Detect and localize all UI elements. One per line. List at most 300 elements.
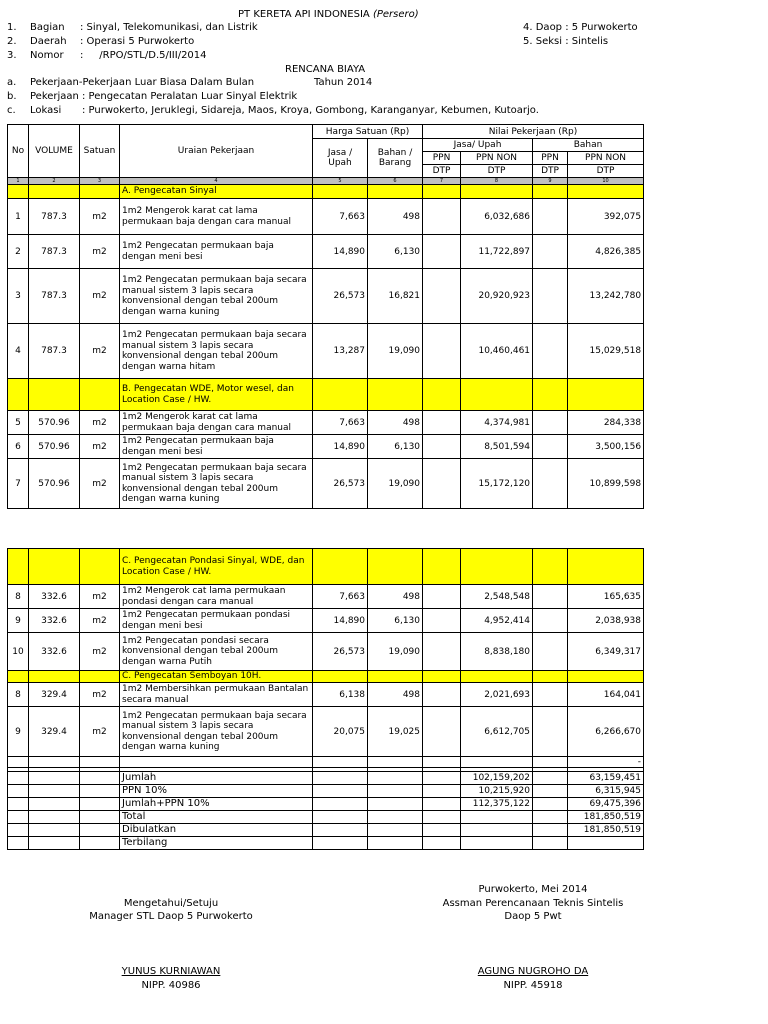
col-no-header: No xyxy=(8,125,29,178)
row-satuan: m2 xyxy=(80,707,120,757)
row-volume: 787.3 xyxy=(29,199,80,235)
col-dtp-header: DTP xyxy=(461,165,533,178)
row-jasa-ppn-non xyxy=(461,757,533,768)
cell-empty xyxy=(313,671,368,683)
row-no: 9 xyxy=(8,609,29,633)
row-satuan: m2 xyxy=(80,269,120,324)
table-row xyxy=(8,707,644,757)
row-uraian: 1m2 Pengecatan permukaan baja dengan meni besi xyxy=(120,435,313,459)
row-jasa-upah: 7,663 xyxy=(313,411,368,435)
cell-empty xyxy=(8,185,29,199)
row-jasa-upah: 7,663 xyxy=(313,585,368,609)
sign-right-name: AGUNG NUGROHO DA xyxy=(477,966,589,977)
cell-empty xyxy=(533,811,568,824)
item-letter: c. xyxy=(7,105,16,116)
row-jasa-upah: 26,573 xyxy=(313,633,368,671)
cell-empty xyxy=(533,824,568,837)
cell-empty xyxy=(313,837,368,850)
row-bahan-ppn xyxy=(533,757,568,768)
row-uraian xyxy=(120,757,313,768)
line-label: Seksi xyxy=(535,36,563,47)
cell-empty xyxy=(423,798,461,811)
sign-left-name: YUNUS KURNIAWAN xyxy=(121,966,221,977)
cell-empty xyxy=(568,549,644,585)
col-satuan-header: Satuan xyxy=(80,125,120,178)
cell-empty xyxy=(29,811,80,824)
row-bahan-ppn xyxy=(533,199,568,235)
row-volume: 332.6 xyxy=(29,585,80,609)
cell-empty xyxy=(368,772,423,785)
line-value: : Operasi 5 Purwokerto xyxy=(80,36,195,47)
company-suffix: (Persero) xyxy=(372,9,419,20)
cell-empty xyxy=(368,824,423,837)
header-right-2 xyxy=(523,36,608,47)
section-row xyxy=(8,671,644,683)
cell-empty xyxy=(423,811,461,824)
col-jasa-upah2-header: Jasa/ Upah xyxy=(423,139,533,152)
cell-empty xyxy=(313,772,368,785)
row-satuan: m2 xyxy=(80,411,120,435)
row-jasa-upah: 26,573 xyxy=(313,269,368,324)
total-bahan-value: 63,159,451 xyxy=(568,772,644,785)
section-title: C. Pengecatan Pondasi Sinyal, WDE, dan Location Case / HW. xyxy=(120,549,313,585)
cell-empty xyxy=(533,549,568,585)
table-row xyxy=(8,324,644,379)
table-row xyxy=(8,199,644,235)
cell-empty xyxy=(80,785,120,798)
row-bahan-ppn-non: 4,826,385 xyxy=(568,235,644,269)
sign-right-nipp: NIPP. 45918 xyxy=(503,980,563,991)
cell-empty xyxy=(313,785,368,798)
row-no: 9 xyxy=(8,707,29,757)
row-bahan-ppn xyxy=(533,459,568,509)
row-satuan: m2 xyxy=(80,683,120,707)
row-uraian: 1m2 Mengerok karat cat lama permukaan baja dengan cara manual xyxy=(120,199,313,235)
col-dtp-header: DTP xyxy=(568,165,644,178)
cell-empty xyxy=(461,549,533,585)
row-bahan-barang: 6,130 xyxy=(368,435,423,459)
cell-empty xyxy=(29,824,80,837)
sign-right-line1: Assman Perencanaan Teknis Sintelis xyxy=(442,898,624,909)
row-jasa-ppn xyxy=(423,633,461,671)
cell-empty xyxy=(533,798,568,811)
row-jasa-ppn-non: 11,722,897 xyxy=(461,235,533,269)
total-jasa-value xyxy=(461,824,533,837)
row-jasa-ppn xyxy=(423,683,461,707)
col-jasa-upah-header: Jasa / Upah xyxy=(313,139,368,178)
cell-empty xyxy=(533,185,568,199)
col-volume-header: VOLUME xyxy=(29,125,80,178)
line-num: 5. xyxy=(523,36,533,47)
row-uraian: 1m2 Pengecatan permukaan baja secara manual sistem 3 lapis secara konvensional dengan tebal 200um dengan warna kuning xyxy=(120,459,313,509)
row-bahan-barang: 16,821 xyxy=(368,269,423,324)
company-name: PT KERETA API INDONESIA xyxy=(238,9,370,20)
row-satuan: m2 xyxy=(80,324,120,379)
table-row xyxy=(8,459,644,509)
cell-empty xyxy=(29,185,80,199)
row-satuan: m2 xyxy=(80,609,120,633)
row-bahan-ppn xyxy=(533,609,568,633)
cell-empty xyxy=(29,671,80,683)
total-jasa-value: 102,159,202 xyxy=(461,772,533,785)
row-no: 6 xyxy=(8,435,29,459)
row-bahan-ppn xyxy=(533,411,568,435)
cell-empty xyxy=(8,811,29,824)
row-jasa-ppn xyxy=(423,459,461,509)
col-ppn-header: PPN xyxy=(533,152,568,165)
row-jasa-upah xyxy=(313,757,368,768)
row-no: 8 xyxy=(8,585,29,609)
line-num: 2. xyxy=(7,36,17,47)
row-bahan-barang: 498 xyxy=(368,411,423,435)
row-jasa-ppn-non: 10,460,461 xyxy=(461,324,533,379)
cell-empty xyxy=(29,772,80,785)
row-jasa-ppn xyxy=(423,609,461,633)
column-number: 7 xyxy=(423,178,461,185)
row-jasa-upah: 14,890 xyxy=(313,609,368,633)
cell-empty xyxy=(313,379,368,411)
total-row xyxy=(8,785,644,798)
row-bahan-ppn xyxy=(533,324,568,379)
row-bahan-ppn-non: 392,075 xyxy=(568,199,644,235)
sign-right-line2: Daop 5 Pwt xyxy=(504,911,562,922)
cell-empty xyxy=(29,837,80,850)
cell-empty xyxy=(368,379,423,411)
row-uraian: 1m2 Pengecatan permukaan pondasi dengan meni besi xyxy=(120,609,313,633)
row-uraian: 1m2 Membersihkan permukaan Bantalan secara manual xyxy=(120,683,313,707)
column-number: 2 xyxy=(29,178,80,185)
row-volume: 570.96 xyxy=(29,459,80,509)
line-value: : 5 Purwokerto xyxy=(565,22,638,33)
row-jasa-ppn-non: 8,501,594 xyxy=(461,435,533,459)
total-row xyxy=(8,824,644,837)
cell-empty xyxy=(8,671,29,683)
cell-empty xyxy=(8,785,29,798)
table-row xyxy=(8,757,644,768)
item-label: Lokasi xyxy=(30,105,62,116)
row-no: 3 xyxy=(8,269,29,324)
row-volume: 329.4 xyxy=(29,707,80,757)
row-uraian: 1m2 Pengecatan permukaan baja secara manual sistem 3 lapis secara konvensional dengan tebal 200um dengan warna hitam xyxy=(120,324,313,379)
row-volume: 332.6 xyxy=(29,609,80,633)
row-bahan-barang: 498 xyxy=(368,199,423,235)
col-ppn-non-header: PPN NON xyxy=(461,152,533,165)
row-jasa-ppn-non: 4,374,981 xyxy=(461,411,533,435)
cell-empty xyxy=(80,772,120,785)
sign-left-line1: Mengetahui/Setuju xyxy=(123,898,219,909)
item-value: Tahun 2014 xyxy=(314,77,373,88)
col-harga-satuan-header: Harga Satuan (Rp) xyxy=(313,125,423,139)
cell-empty xyxy=(8,837,29,850)
total-bahan-value: 181,850,519 xyxy=(568,824,644,837)
table-row xyxy=(8,235,644,269)
row-jasa-upah: 13,287 xyxy=(313,324,368,379)
row-satuan: m2 xyxy=(80,235,120,269)
row-bahan-barang: 6,130 xyxy=(368,235,423,269)
total-jasa-value xyxy=(461,837,533,850)
row-jasa-ppn-non: 2,548,548 xyxy=(461,585,533,609)
line-label: Daop xyxy=(535,22,563,33)
row-uraian: 1m2 Pengecatan pondasi secara konvensional dengan tebal 200um dengan warna Putih xyxy=(120,633,313,671)
total-row xyxy=(8,798,644,811)
row-volume xyxy=(29,757,80,768)
cell-empty xyxy=(423,379,461,411)
cell-empty xyxy=(368,811,423,824)
cell-empty xyxy=(568,379,644,411)
row-bahan-barang: 19,090 xyxy=(368,324,423,379)
column-number: 10 xyxy=(568,178,644,185)
cell-empty xyxy=(8,772,29,785)
row-bahan-ppn xyxy=(533,435,568,459)
row-volume: 787.3 xyxy=(29,269,80,324)
row-no: 1 xyxy=(8,199,29,235)
table-row xyxy=(8,633,644,671)
cell-empty xyxy=(423,549,461,585)
row-jasa-upah: 20,075 xyxy=(313,707,368,757)
col-nilai-header: Nilai Pekerjaan (Rp) xyxy=(423,125,644,139)
total-jasa-value xyxy=(461,811,533,824)
total-jasa-value: 112,375,122 xyxy=(461,798,533,811)
column-number: 3 xyxy=(80,178,120,185)
cell-empty xyxy=(423,772,461,785)
line-value: : Sintelis xyxy=(565,36,609,47)
row-jasa-ppn xyxy=(423,199,461,235)
cell-empty xyxy=(461,379,533,411)
item-label: Pekerjaan xyxy=(30,91,79,102)
cell-empty xyxy=(368,549,423,585)
cell-empty xyxy=(423,837,461,850)
table-row xyxy=(8,609,644,633)
section-title: B. Pengecatan WDE, Motor wesel, dan Location Case / HW. xyxy=(120,379,313,411)
column-number: 9 xyxy=(533,178,568,185)
row-satuan: m2 xyxy=(80,199,120,235)
total-row xyxy=(8,837,644,850)
line-value: : Sinyal, Telekomunikasi, dan Listrik xyxy=(80,22,258,33)
cell-empty xyxy=(568,185,644,199)
cell-empty xyxy=(461,671,533,683)
cell-empty xyxy=(423,185,461,199)
row-no: 4 xyxy=(8,324,29,379)
col-uraian-header: Uraian Pekerjaan xyxy=(120,125,313,178)
cell-empty xyxy=(368,785,423,798)
cell-empty xyxy=(29,549,80,585)
total-label: Jumlah xyxy=(120,772,313,785)
line-label: Daerah xyxy=(30,36,67,47)
cell-empty xyxy=(80,549,120,585)
row-bahan-ppn-non: 10,899,598 xyxy=(568,459,644,509)
section-row xyxy=(8,549,644,585)
row-jasa-upah: 14,890 xyxy=(313,235,368,269)
row-jasa-ppn xyxy=(423,235,461,269)
doc-title: RENCANA BIAYA xyxy=(285,64,366,75)
row-jasa-ppn-non: 6,612,705 xyxy=(461,707,533,757)
total-row xyxy=(8,772,644,785)
line-num: 4. xyxy=(523,22,533,33)
line-num: 3. xyxy=(7,50,17,61)
header-line-1 xyxy=(7,22,258,33)
row-bahan-barang: 498 xyxy=(368,585,423,609)
col-bahan-header: Bahan xyxy=(533,139,644,152)
row-uraian: 1m2 Pengecatan permukaan baja secara manual sistem 3 lapis secara konvensional dengan tebal 200um dengan warna kuning xyxy=(120,269,313,324)
row-volume: 570.96 xyxy=(29,411,80,435)
cell-empty xyxy=(313,798,368,811)
row-jasa-ppn xyxy=(423,435,461,459)
row-volume: 329.4 xyxy=(29,683,80,707)
row-satuan xyxy=(80,757,120,768)
table-row xyxy=(8,411,644,435)
header-line-2 xyxy=(7,36,195,47)
column-number: 5 xyxy=(313,178,368,185)
col-dtp-header: DTP xyxy=(423,165,461,178)
item-value: : Purwokerto, Jeruklegi, Sidareja, Maos, Kroya, Gombong, Karanganyar, Kebumen, Kutoarjo. xyxy=(82,105,539,116)
col-ppn-header: PPN xyxy=(423,152,461,165)
item-b xyxy=(7,91,298,102)
row-bahan-ppn xyxy=(533,633,568,671)
table-row xyxy=(8,435,644,459)
cell-empty xyxy=(368,798,423,811)
line-num: 1. xyxy=(7,22,17,33)
cell-empty xyxy=(368,837,423,850)
row-satuan: m2 xyxy=(80,459,120,509)
company-title xyxy=(238,9,419,20)
table-row xyxy=(8,269,644,324)
cell-empty xyxy=(80,811,120,824)
cell-empty xyxy=(568,671,644,683)
cell-empty xyxy=(533,837,568,850)
row-bahan-ppn-non: 165,635 xyxy=(568,585,644,609)
row-bahan-ppn-non: 2,038,938 xyxy=(568,609,644,633)
row-bahan-barang: 6,130 xyxy=(368,609,423,633)
row-no: 8 xyxy=(8,683,29,707)
row-jasa-ppn xyxy=(423,324,461,379)
item-label: Pekerjaan-Pekerjaan Luar Biasa Dalam Bulan xyxy=(30,77,255,88)
total-jasa-value: 10,215,920 xyxy=(461,785,533,798)
total-label: Terbilang xyxy=(120,837,313,850)
row-jasa-upah: 7,663 xyxy=(313,199,368,235)
cell-empty xyxy=(533,785,568,798)
header-right-1 xyxy=(523,22,638,33)
cell-empty xyxy=(423,824,461,837)
row-bahan-ppn-non: 164,041 xyxy=(568,683,644,707)
table-row xyxy=(8,585,644,609)
row-jasa-ppn xyxy=(423,269,461,324)
cell-empty xyxy=(29,798,80,811)
item-letter: b. xyxy=(7,91,17,102)
row-bahan-ppn xyxy=(533,683,568,707)
row-uraian: 1m2 Mengerok cat lama permukaan pondasi dengan cara manual xyxy=(120,585,313,609)
line-label: Bagian xyxy=(30,22,65,33)
row-no: 5 xyxy=(8,411,29,435)
row-bahan-ppn xyxy=(533,585,568,609)
table-row xyxy=(8,683,644,707)
cell-empty xyxy=(533,671,568,683)
total-bahan-value: 181,850,519 xyxy=(568,811,644,824)
cell-empty xyxy=(80,837,120,850)
row-uraian: 1m2 Mengerok karat cat lama permukaan baja dengan cara manual xyxy=(120,411,313,435)
column-number: 1 xyxy=(8,178,29,185)
row-jasa-ppn-non: 6,032,686 xyxy=(461,199,533,235)
total-bahan-value: 6,315,945 xyxy=(568,785,644,798)
section-title: A. Pengecatan Sinyal xyxy=(120,185,313,199)
column-number: 8 xyxy=(461,178,533,185)
row-bahan-ppn-non: - xyxy=(568,757,644,768)
row-bahan-ppn-non: 6,266,670 xyxy=(568,707,644,757)
header-line-3 xyxy=(7,50,207,61)
line-label: Nomor xyxy=(30,50,64,61)
row-bahan-barang: 19,090 xyxy=(368,633,423,671)
item-value: : Pengecatan Peralatan Luar Sinyal Elektrik xyxy=(82,91,298,102)
cell-empty xyxy=(8,379,29,411)
item-letter: a. xyxy=(7,77,17,88)
cell-empty xyxy=(80,671,120,683)
row-satuan: m2 xyxy=(80,633,120,671)
row-jasa-ppn-non: 15,172,120 xyxy=(461,459,533,509)
total-label: PPN 10% xyxy=(120,785,313,798)
cell-empty xyxy=(313,185,368,199)
col-dtp-header: DTP xyxy=(533,165,568,178)
column-number: 6 xyxy=(368,178,423,185)
cell-empty xyxy=(423,671,461,683)
row-volume: 570.96 xyxy=(29,435,80,459)
sign-left-nipp: NIPP. 40986 xyxy=(141,980,201,991)
row-bahan-ppn-non: 13,242,780 xyxy=(568,269,644,324)
cell-empty xyxy=(8,798,29,811)
row-no: 10 xyxy=(8,633,29,671)
cell-empty xyxy=(80,379,120,411)
total-label: Jumlah+PPN 10% xyxy=(120,798,313,811)
row-bahan-barang: 19,025 xyxy=(368,707,423,757)
row-uraian: 1m2 Pengecatan permukaan baja secara manual sistem 3 lapis secara konvensional dengan tebal 200um dengan warna kuning xyxy=(120,707,313,757)
row-jasa-upah: 14,890 xyxy=(313,435,368,459)
item-a xyxy=(7,77,373,88)
row-jasa-upah: 26,573 xyxy=(313,459,368,509)
cell-empty xyxy=(423,785,461,798)
row-bahan-barang xyxy=(368,757,423,768)
cost-table-part-1 xyxy=(7,124,644,509)
row-jasa-ppn xyxy=(423,411,461,435)
row-jasa-upah: 6,138 xyxy=(313,683,368,707)
row-bahan-ppn xyxy=(533,269,568,324)
cell-empty xyxy=(29,379,80,411)
total-label: Dibulatkan xyxy=(120,824,313,837)
row-uraian: 1m2 Pengecatan permukaan baja dengan meni besi xyxy=(120,235,313,269)
row-jasa-ppn-non: 2,021,693 xyxy=(461,683,533,707)
col-ppn-non-header: PPN NON xyxy=(568,152,644,165)
cell-empty xyxy=(29,785,80,798)
row-bahan-ppn xyxy=(533,235,568,269)
cell-empty xyxy=(313,824,368,837)
row-bahan-ppn xyxy=(533,707,568,757)
cell-empty xyxy=(8,549,29,585)
line-value: : /RPO/STL/D.5/III/2014 xyxy=(80,50,207,61)
row-bahan-ppn-non: 15,029,518 xyxy=(568,324,644,379)
row-bahan-ppn-non: 3,500,156 xyxy=(568,435,644,459)
row-jasa-ppn xyxy=(423,585,461,609)
row-jasa-ppn-non: 8,838,180 xyxy=(461,633,533,671)
cell-empty xyxy=(80,185,120,199)
sign-date: Purwokerto, Mei 2014 xyxy=(478,884,588,895)
cell-empty xyxy=(368,185,423,199)
cell-empty xyxy=(80,824,120,837)
cell-empty xyxy=(8,824,29,837)
cell-empty xyxy=(461,185,533,199)
cell-empty xyxy=(80,798,120,811)
row-jasa-ppn-non: 20,920,923 xyxy=(461,269,533,324)
col-bahan-barang-header: Bahan / Barang xyxy=(368,139,423,178)
section-title: C. Pengecatan Semboyan 10H. xyxy=(120,671,313,683)
cell-empty xyxy=(368,671,423,683)
row-no xyxy=(8,757,29,768)
